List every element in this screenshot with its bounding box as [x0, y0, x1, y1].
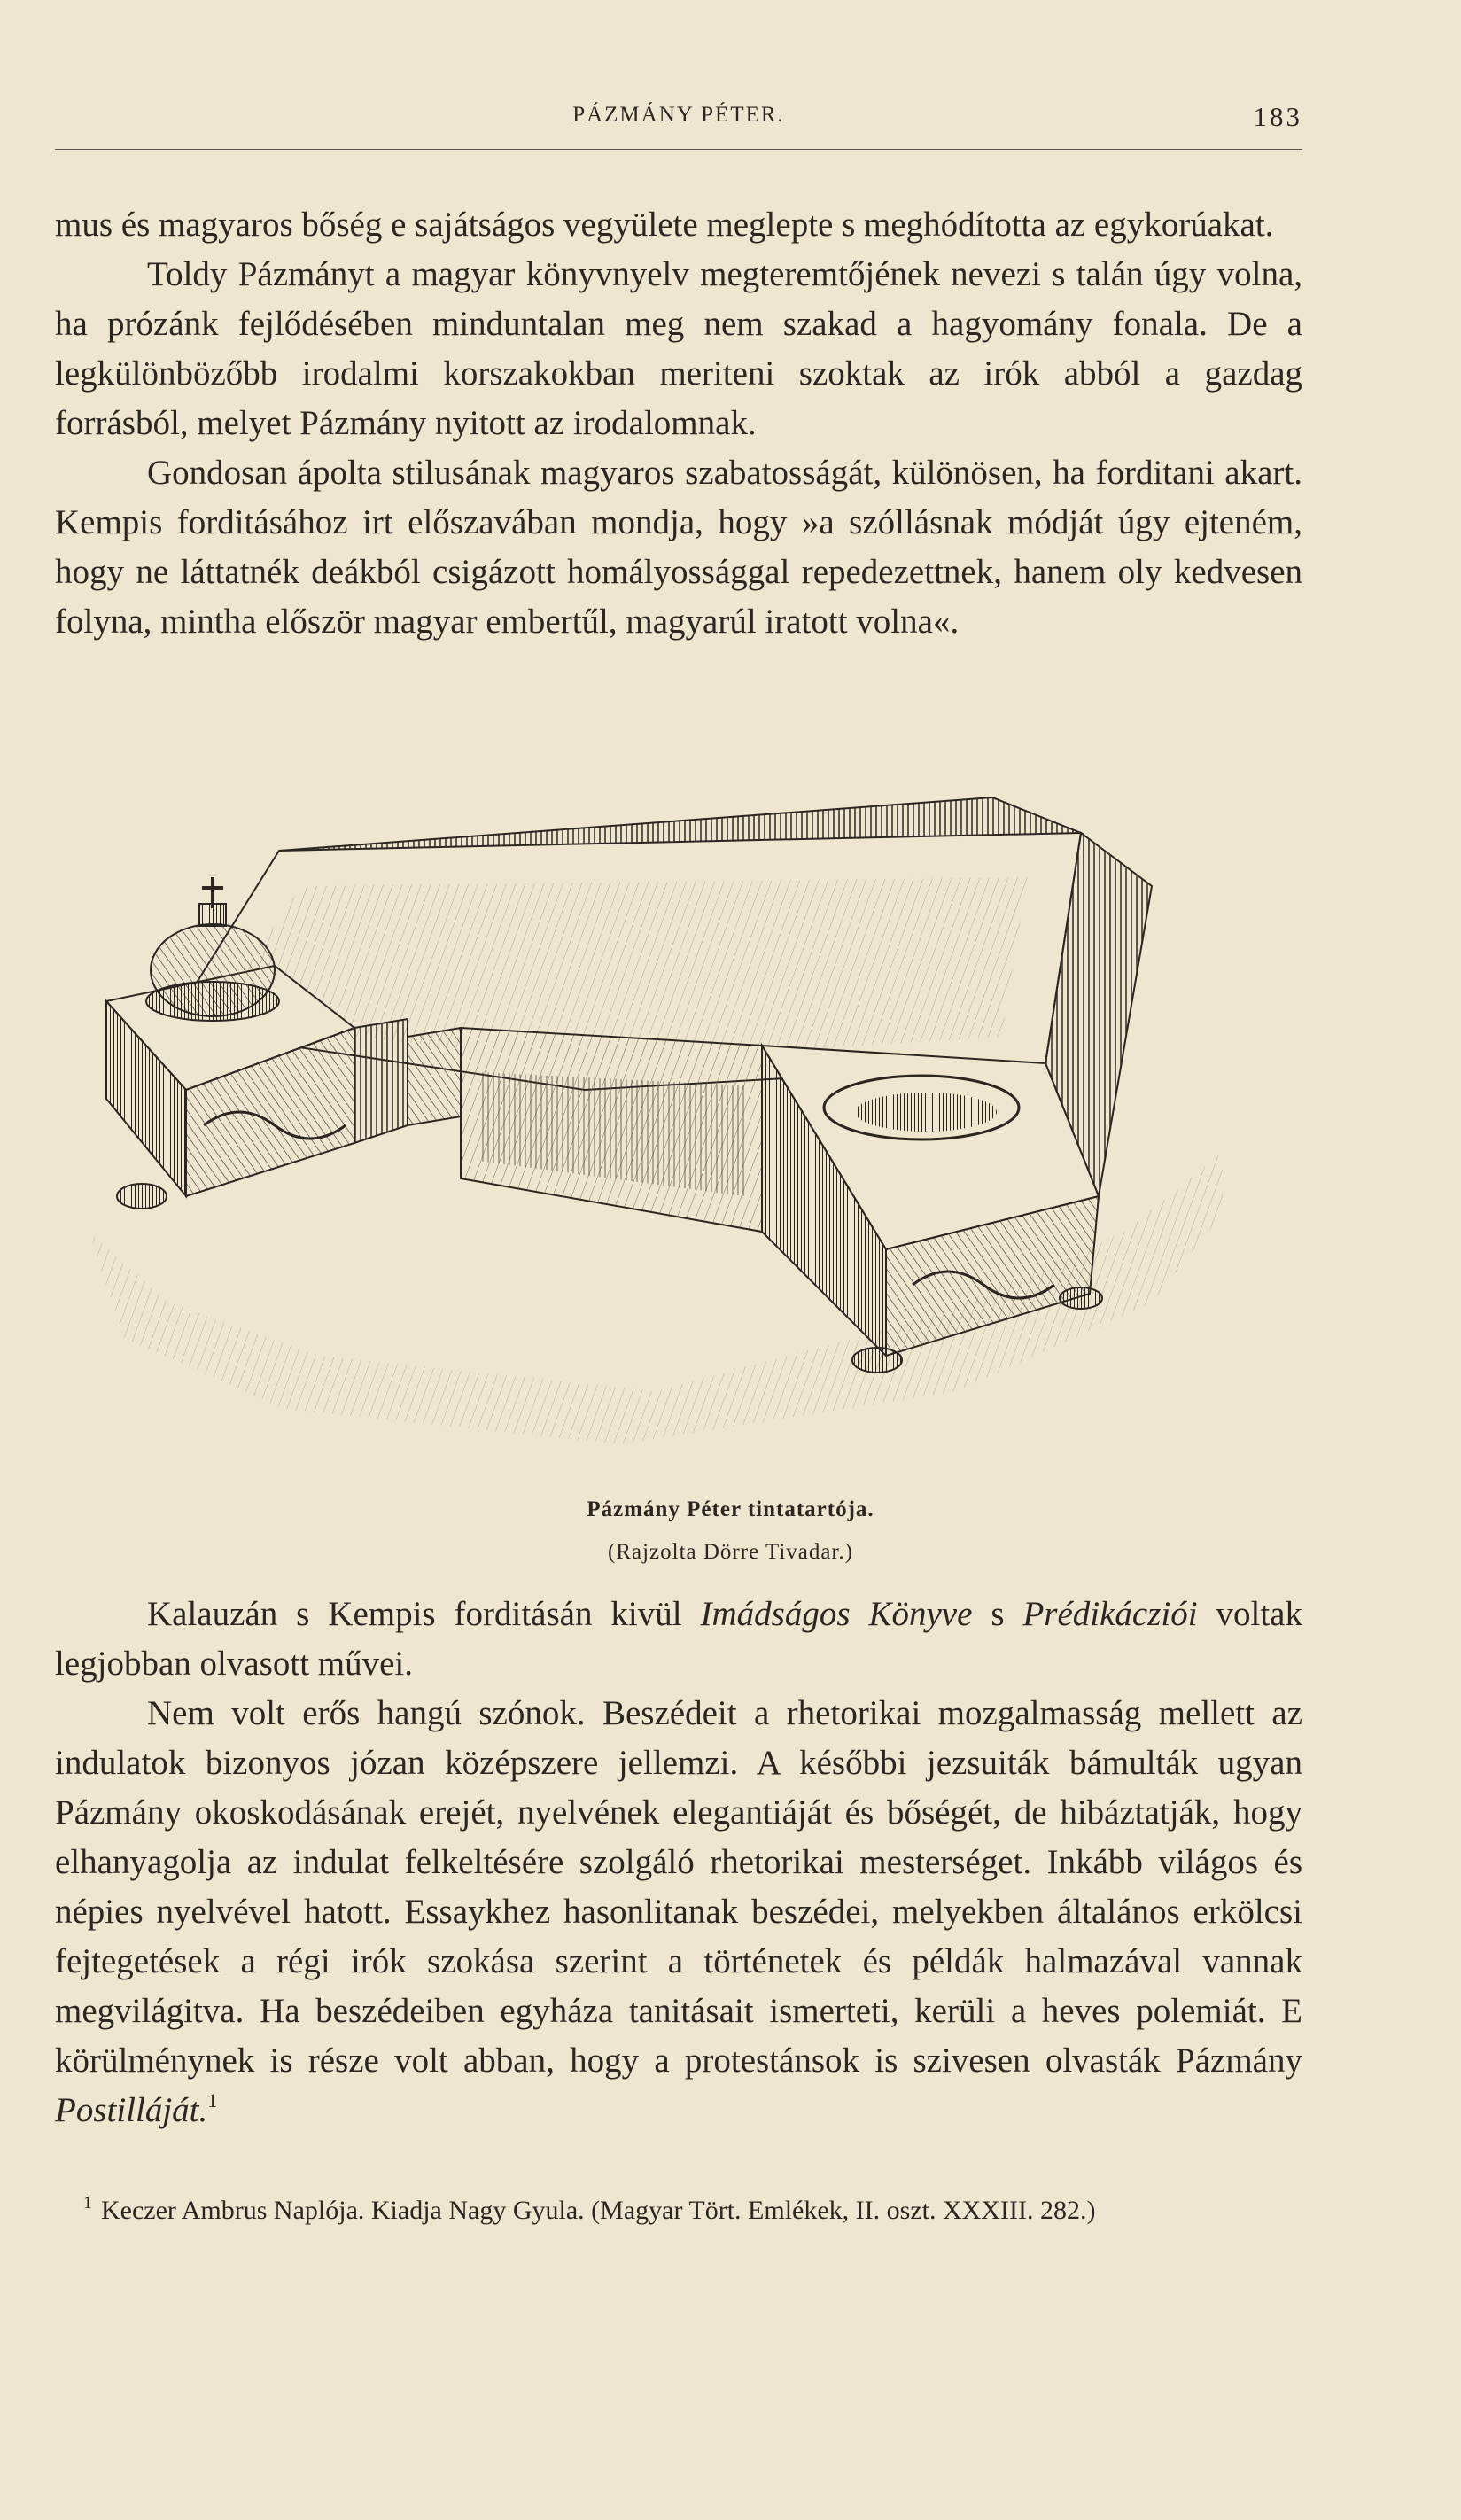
page-header [55, 97, 1302, 151]
paragraph-5 [55, 1689, 1302, 2135]
figure-caption-title: Pázmány Péter tintatartója. [587, 1497, 874, 1521]
paragraph-5-text: Nem volt erős hangú szónok. Beszédeit a rhetorikai mozgalmasság mellett az indulatok bizonyos józan középszere jellemzi. A későbbi jezsuiták bámulták ugyan Pázmány okoskodásának erejét, nyelvének elegantiáját és bőségét, de hibáztatják, hogy elhanyagolja az indulat felkeltésére szolgáló rhetorikai mesterséget. Inkább világos és népies nyelvével hatott. Essaykhez hasonlitanak beszédei, melyekben általános erkölcsi fejtegetések a régi irók szokása szerint a történetek és példák halmazával vannak megvilágitva. Ha beszédeiben egyháza tanitásait ismerteti, kerüli a heves polemiát. E körülménynek is része volt abban, hogy a protestánsok is szivesen olvasták Pázmány [55, 1694, 1302, 2080]
paragraph-4-text-b: s [972, 1595, 1023, 1633]
title-postillaja: Postilláját. [55, 2091, 208, 2129]
paragraph-4-text-a: Kalauzán s Kempis forditásán kivül [147, 1595, 701, 1633]
body-text-bottom [55, 1590, 1302, 2135]
footnote-mark: 1 [83, 2193, 92, 2213]
header-rule [55, 149, 1302, 150]
running-head: PÁZMÁNY PÉTER. [572, 103, 785, 127]
title-imadsagos-konyve: Imádságos Könyve [700, 1595, 973, 1633]
paragraph-4 [55, 1590, 1302, 1689]
paragraph-1: mus és magyaros bőség e sajátságos vegyülete meglepte s meghódította az egykorúakat. [55, 206, 1274, 244]
figure-caption-credit: (Rajzolta Dörre Tivadar.) [607, 1540, 854, 1564]
paragraph-3: Gondosan ápolta stilusának magyaros szabatosságát, különösen, ha forditani akart. Kempis forditásához irt előszavában mondja, hogy »a szóllásnak módját úgy ejteném, hogy ne láttatnék deákból csigázott homályossággal repedezettnek, hanem oly kedvesen folyna, mintha először magyar embertűl, magyarúl iratott volna«. [55, 454, 1302, 641]
title-predikacziok: Prédikácziói [1022, 1595, 1198, 1633]
footnote [55, 2189, 1302, 2233]
footnote-reference: 1 [207, 2089, 218, 2112]
paragraph-2: Toldy Pázmányt a magyar könyvnyelv megteremtőjének nevezi s talán úgy volna, ha prózánk fejlődésében minduntalan meg nem szakad a hagyomány fonala. De a legkülönbözőbb irodalmi korszakokban meriteni szoktak az irók abból a gazdag forrásból, melyet Pázmány nyitott az irodalomnak. [55, 255, 1302, 442]
body-text-top [55, 200, 1302, 647]
footnote-text: Keczer Ambrus Naplója. Kiadja Nagy Gyula. (Magyar Tört. Emlékek, II. oszt. XXXIII. 282.) [101, 2196, 1096, 2225]
inkstand-illustration [89, 735, 1223, 1471]
page-number: 183 [1253, 101, 1302, 132]
paragraph-4-text-c: voltak legjobban olvasott művei. [55, 1595, 1302, 1683]
